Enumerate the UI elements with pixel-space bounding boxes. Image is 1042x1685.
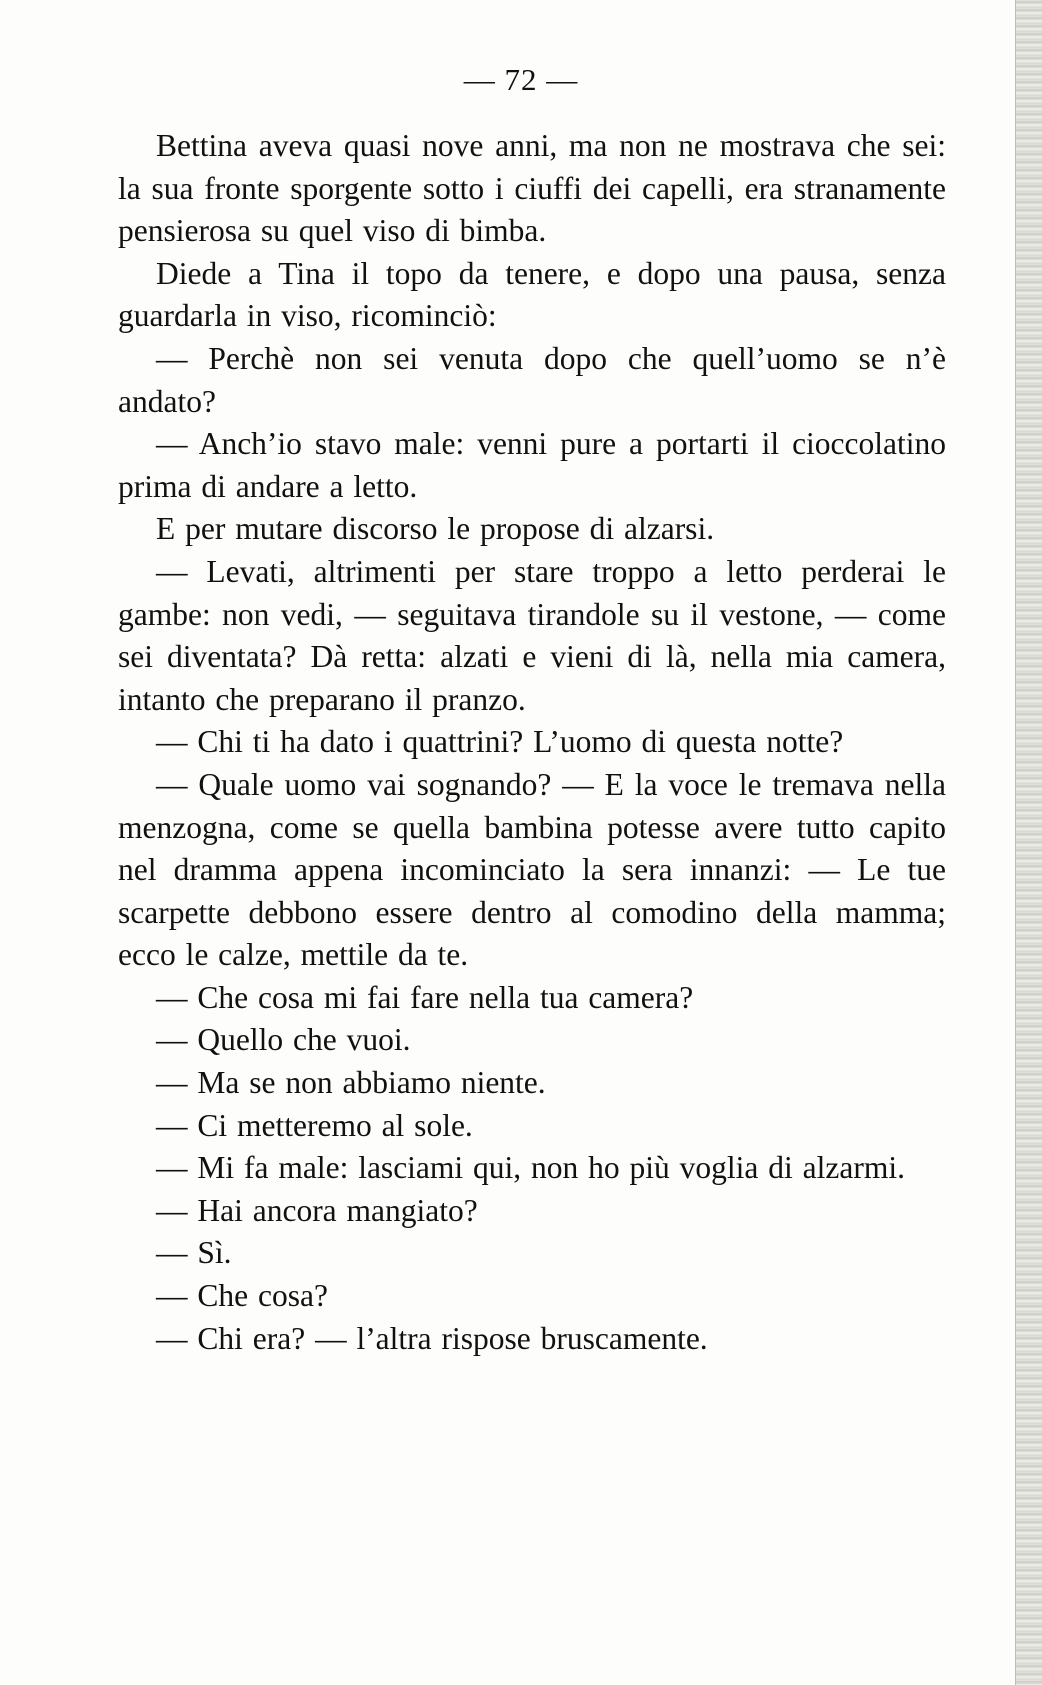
paragraph-14: — Hai ancora mangiato? <box>156 1192 478 1228</box>
paragraph-8: — Quale uomo vai sognando? — E la voce le tremava nella menzogna, come se quella bambina potesse avere tutto capito nel dramma appena incominciato la sera innanzi: — Le tue scarpette debbono essere dentro al comodino della mamma; ecco le calze, mettile da te. <box>118 766 946 973</box>
paragraph-17: — Chi era? — l’altra rispose bruscamente. <box>156 1320 708 1356</box>
paragraph-12: — Ci metteremo al sole. <box>156 1107 473 1143</box>
paragraph-10: — Quello che vuoi. <box>156 1022 411 1058</box>
paragraph-13: — Mi fa male: lasciami qui, non ho più voglia di alzarmi. <box>156 1150 905 1186</box>
paragraph-6: — Levati, altrimenti per stare troppo a letto perderai le gambe: non vedi, — seguitava tirandole su il vestone, — come sei diventata? Dà retta: alzati e vieni di là, nella mia camera, intanto che preparano il pranzo. <box>118 553 946 717</box>
paragraph-16: — Che cosa? <box>156 1278 328 1314</box>
paragraph-9: — Che cosa mi fai fare nella tua camera? <box>156 979 694 1015</box>
paragraph-4: — Anch’io stavo male: venni pure a portarti il cioccolatino prima di andare a letto. <box>118 426 946 504</box>
page-number: — 72 — <box>463 62 579 97</box>
paragraph-1: Bettina aveva quasi nove anni, ma non ne mostrava che sei: la sua fronte sporgente sotto i ciuffi dei capelli, era stranamente pensierosa su quel viso di bimba. <box>118 128 946 249</box>
paragraph-15: — Sì. <box>156 1235 232 1271</box>
paragraph-5: E per mutare discorso le propose di alzarsi. <box>156 511 715 547</box>
paragraph-3: — Perchè non sei venuta dopo che quell’uomo se n’è andato? <box>118 340 946 419</box>
paragraph-7: — Chi ti ha dato i quattrini? L’uomo di questa notte? <box>156 724 844 760</box>
paragraph-2: Diede a Tina il topo da tenere, e dopo una pausa, senza guardarla in viso, ricominciò: <box>118 255 946 334</box>
page-edge <box>1015 0 1042 1685</box>
paragraph-11: — Ma se non abbiamo niente. <box>156 1065 546 1101</box>
page-text <box>118 125 946 1360</box>
